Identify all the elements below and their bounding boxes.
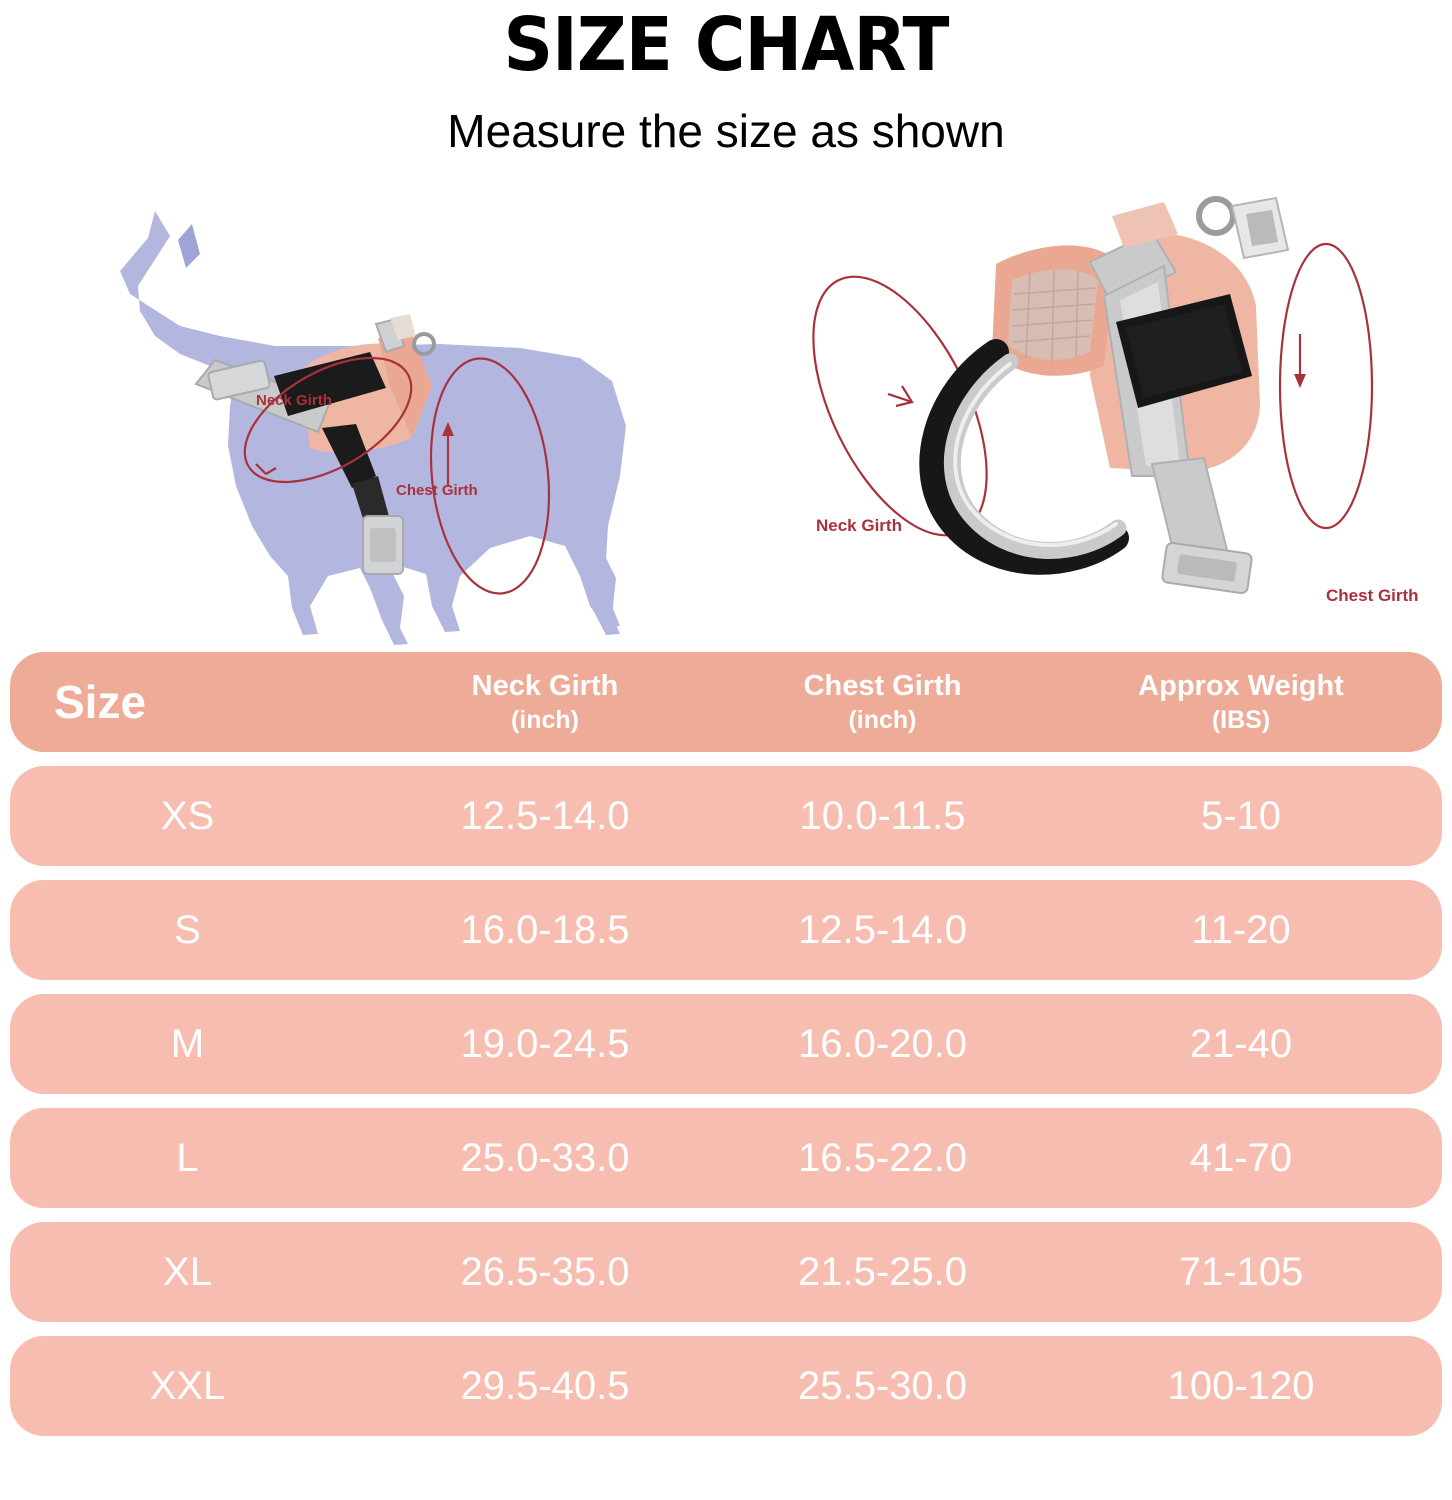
- annotation-neck-girth-left: Neck Girth: [256, 392, 332, 409]
- size-chart-table: [10, 652, 1442, 1450]
- cell-size: S: [174, 907, 201, 952]
- cell-chest-girth: 10.0-11.5: [799, 793, 966, 838]
- column-header-approx-weight-unit: (IBS): [1211, 705, 1271, 734]
- dog-silhouette-icon: [60, 176, 680, 676]
- column-header-chest-girth-label: Chest Girth: [803, 670, 962, 703]
- page-subtitle: Measure the size as shown: [447, 105, 1005, 157]
- cell-approx-weight: 71-105: [1178, 1249, 1304, 1294]
- cell-chest-girth: 21.5-25.0: [797, 1249, 968, 1294]
- cell-approx-weight: 41-70: [1189, 1135, 1293, 1180]
- cell-approx-weight: 11-20: [1191, 907, 1291, 952]
- table-row: [10, 1108, 1442, 1208]
- annotation-chest-girth-left: Chest Girth: [396, 482, 478, 499]
- page-title: SIZE CHART: [503, 2, 949, 88]
- column-header-size: Size: [54, 676, 147, 728]
- cell-neck-girth: 16.0-18.5: [460, 907, 630, 952]
- cell-chest-girth: 16.5-22.0: [797, 1135, 968, 1180]
- column-header-approx-weight: [1040, 668, 1442, 736]
- cell-approx-weight: 100-120: [1167, 1363, 1315, 1408]
- dog-diagram: [60, 176, 680, 676]
- column-header-neck-girth-label: Neck Girth: [471, 670, 619, 703]
- cell-size: XL: [163, 1249, 212, 1294]
- column-header-approx-weight-label: Approx Weight: [1138, 670, 1344, 703]
- cell-chest-girth: 25.5-30.0: [797, 1363, 968, 1408]
- cell-size: L: [176, 1135, 199, 1180]
- table-row: [10, 994, 1442, 1094]
- column-header-chest-girth: [725, 668, 1040, 736]
- column-header-chest-girth-unit: (inch): [848, 705, 917, 734]
- table-row: [10, 1336, 1442, 1436]
- cell-neck-girth: 29.5-40.5: [460, 1363, 630, 1408]
- table-row: [10, 766, 1442, 866]
- cell-chest-girth: 16.0-20.0: [797, 1021, 968, 1066]
- table-row: [10, 880, 1442, 980]
- cell-neck-girth: 26.5-35.0: [460, 1249, 630, 1294]
- annotation-neck-girth-right: Neck Girth: [816, 516, 902, 535]
- cell-approx-weight: 21-40: [1189, 1021, 1293, 1066]
- illustration-area: [0, 176, 1452, 686]
- cell-neck-girth: 25.0-33.0: [460, 1135, 630, 1180]
- harness-product-diagram: [760, 176, 1420, 676]
- cell-size: M: [170, 1021, 205, 1066]
- column-header-neck-girth: [365, 668, 725, 736]
- cell-size: XS: [160, 793, 215, 838]
- page-header: [0, 0, 1452, 158]
- cell-neck-girth: 12.5-14.0: [460, 793, 630, 838]
- table-row: [10, 1222, 1442, 1322]
- table-header-row: [10, 652, 1442, 752]
- cell-chest-girth: 12.5-14.0: [797, 907, 968, 952]
- column-header-neck-girth-unit: (inch): [510, 705, 580, 734]
- harness-product-icon: [760, 176, 1420, 676]
- cell-approx-weight: 5-10: [1200, 793, 1282, 838]
- cell-size: XXL: [149, 1363, 226, 1408]
- annotation-chest-girth-right: Chest Girth: [1326, 586, 1419, 605]
- cell-neck-girth: 19.0-24.5: [460, 1021, 630, 1066]
